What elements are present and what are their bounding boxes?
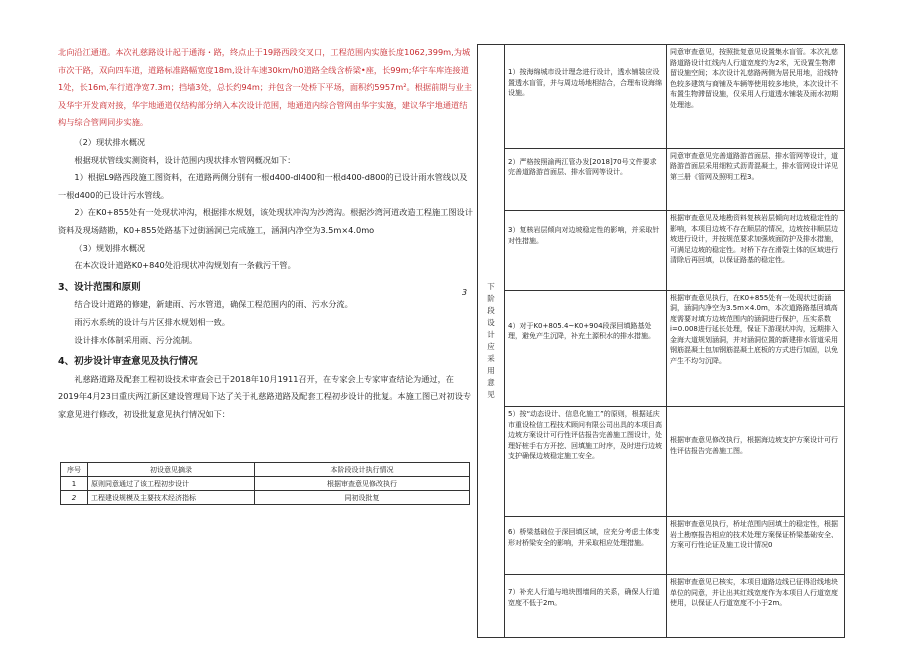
table-cell: 1 bbox=[61, 477, 88, 491]
table-row bbox=[478, 45, 845, 149]
opinion-cell: 7）补充人行道与地块围墙间的关系，确保人行道宽度不低于2m。 bbox=[505, 575, 667, 638]
left-page-body bbox=[58, 44, 473, 644]
table-row bbox=[478, 517, 845, 575]
review-para: 礼慈路道路及配套工程初设技术审查会已于2018年10月1911召开，在专家会上专家审查结论为通过，在2019年4月23日重庆两江新区建设管理局下达了关于礼慈路道路及配套工程初步设计的批复。本施工图已对初设专家意见进行修改，初设批复意见执行情况如下： bbox=[58, 373, 472, 419]
table-cell: 根据审查意见修改执行 bbox=[255, 477, 470, 491]
response-cell: 同意审查意见，按照批复意见设置集水盲管。本次礼慈路道路设计红线内人行道宽度约为2米，无设置生物滞留设施空间；本次设计礼慈路两侧为居民用地，沿线特色较多建筑与商铺及车辆等使用较多地块，本次设计不布置生物滞留设施，仅采用人行道透水铺装及雨水初期处理池。 bbox=[667, 45, 845, 149]
table-row bbox=[478, 575, 845, 638]
table-header-cell: 本阶段设计执行情况 bbox=[255, 463, 470, 477]
response-cell: 同意审查意见完善道路游首面层、排水管网等设计，道路游首面层采用细粒式沥青混凝土，排水管网设计详见第三册《管网及照明工程3。 bbox=[667, 148, 845, 211]
section-2-para-3: 2）在K0+855处有一处现状冲沟，根据排水规划，该处现状冲沟为沙湾沟。根据沙湾河道改造工程施工图设计资料及现场踏勘，K0+855处路基下过街涵洞已完成施工，涵洞内净空为3.5m×4.0mo bbox=[58, 207, 473, 235]
table-row bbox=[478, 407, 845, 517]
left-opinion-table bbox=[60, 462, 470, 505]
table-row bbox=[61, 491, 470, 505]
section-2-para-2: 1）根据L9路西段施工图资料，在道路两侧分别有一根d400-dl400和一根d400-d800的已设计雨水管线以及一根d400的已设计污水管线。 bbox=[58, 172, 468, 200]
opinion-cell: 6）桥梁基础位于深回填区域，应充分考虑土体变形对桥梁安全的影响，并采取相应处理措施。 bbox=[505, 517, 667, 575]
response-cell: 根据审查意见执行，在K0+855处有一处现状过街涵洞，涵洞内净空为3.5m×4.0m，本次道路路基回填高度需要对填方边坡范围内的涵洞进行保护，压实系数i=0.008进行延长处理，保证下游现状冲沟，远期排入金海大道规划涵洞，并对涵洞位置的新建排水管道采用钢筋混凝土包加钢筋混凝土底板的方式进行加固，以免产生不均匀沉降。 bbox=[667, 290, 845, 406]
response-cell: 根据审查意见已核实，本项目道路边线已征得沿线地块单位的同意，并让出其红线宽度作为本项目人行道宽度使用，以保证人行道宽度不小于2m。 bbox=[667, 575, 845, 638]
right-opinion-table bbox=[477, 44, 845, 638]
scope-para-2: 雨污水系统的设计与片区排水规划相一致。 bbox=[74, 316, 230, 327]
scope-para-1: 结合设计道路的修建，新建雨、污水管道，确保工程范围内的雨、污水分流。 bbox=[74, 299, 353, 310]
section-3-para: 在本次设计道路K0+840处沿现状冲沟规划有一条截污干管。 bbox=[74, 260, 296, 271]
page-number: 3 bbox=[462, 288, 468, 297]
table-row bbox=[478, 290, 845, 406]
section-label-text: 下阶段设计应采用意见 bbox=[487, 282, 495, 399]
table-cell: 同初设批复 bbox=[255, 491, 470, 505]
table-cell: 2 bbox=[61, 491, 88, 505]
response-cell: 根据审查意见执行，桥址范围内回填土的稳定性，根据岩土勘察报告相应的技术处理方案保证桥梁基础安全、方案可行性论证及施工设计情况0 bbox=[667, 517, 845, 575]
section-2-title: （2）现状排水概况 bbox=[74, 136, 146, 147]
table-header-cell: 序号 bbox=[61, 463, 88, 477]
response-cell: 根据审查意见及地勘资料复核岩层倾向对边坡稳定性的影响，本项目边坡不存在顺层的情况，边坡按非顺层边坡进行设计，并按规范要求加强坡面防护及排水措施，可满足边坡的稳定性。对桥下存在滑裂土体的区域进行清除后再回填，以保证路基的稳定性。 bbox=[667, 211, 845, 291]
table-cell: 原则同意通过了该工程初步设计 bbox=[88, 477, 255, 491]
section-3-title: （3）规划排水概况 bbox=[74, 242, 146, 253]
opinion-cell: 5）按“动态设计、信息化施工”的原则，根据延庆市重设检信工程技术顾问有限公司出具的本项目高边坡方案设计可行性评估报告完善施工图设计，处理好桩手右方开挖、回填施工时序，及时进行边坡支护确保边坡稳定施工安全。 bbox=[505, 407, 667, 517]
table-row bbox=[478, 211, 845, 291]
opinion-cell: 1）按海绵城市设计理念进行设计，透水铺装应设置透水盲管，并与周边场地相结合，合理布设海绵设施。 bbox=[505, 45, 667, 149]
table-row bbox=[478, 148, 845, 211]
response-cell: 根据审查意见修改执行，根据海边坡支护方案设计可行性评估报告完善施工图。 bbox=[667, 407, 845, 517]
table-header-cell: 初设意见摘录 bbox=[88, 463, 255, 477]
opinion-cell: 4）对于K0+805.4~K0+904段深回填路基处理，避免产生沉降，补充土源积水的排水措施。 bbox=[505, 290, 667, 406]
table-header-row bbox=[61, 463, 470, 477]
opinion-cell: 3）复核岩层倾向对边坡稳定性的影响，并采取针对性措施。 bbox=[505, 211, 667, 291]
section-label bbox=[478, 45, 505, 638]
heading-design-scope: 3、设计范围和原则 bbox=[58, 281, 141, 293]
section-2-para-1: 根据现状管线实测资料，设计范围内现状排水管网概况如下： bbox=[74, 154, 296, 165]
scope-para-3: 设计排水体制采用雨、污分流制。 bbox=[74, 334, 198, 345]
table-cell: 工程建设规模及主要技术经济指标 bbox=[88, 491, 255, 505]
table-row bbox=[61, 477, 470, 491]
opinion-cell: 2）严格按照渝两江管办发[2018]70号文件要求完善道路游首面层、排水管网等设计。 bbox=[505, 148, 667, 211]
heading-review-opinions: 4、初步设计审查意见及执行情况 bbox=[58, 356, 198, 368]
intro-paragraph: 北向沿江通道。本次礼慈路设计起于通海・路，终点止于19路西段交叉口，工程范围内实施长度1062,399m,为城市次干路，双向四车道，道路标准路幅宽度18m,设计车速30km/h0道路全线含桥梁•座，长99m;华宇车库连接道1处，长16m,车行道净宽7.3m；挡墙3处，总长约94m；并包含一处桥下平场，面积约5957m²。根据前期与业主及华宇开发商对接，华宇地通道仅结构部分纳入本次设计范围，地通道内综合管网由华宇实施，建议华宇地通道结构与综合管网同步实施。 bbox=[58, 47, 473, 128]
